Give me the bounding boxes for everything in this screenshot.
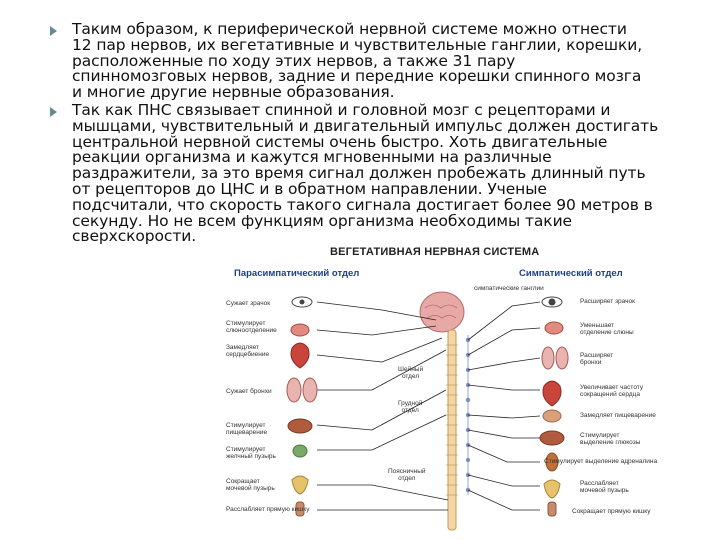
sympathetic-nerves xyxy=(468,302,540,510)
right-organ-label: Замедляет пищеварение xyxy=(580,412,656,419)
lung-icon xyxy=(287,378,301,402)
bullet-line: спинномозговых нервов, задние и передние корешки спинного мозга xyxy=(72,67,642,86)
triangle-bullet-icon xyxy=(50,26,57,36)
rectum-icon xyxy=(548,502,556,516)
diagram-title: ВЕГЕТАТИВНАЯ НЕРВНАЯ СИСТЕМА xyxy=(330,246,540,258)
bullet-line: и многие другие нервные образования. xyxy=(72,83,395,102)
triangle-bullet-icon xyxy=(50,107,57,117)
bullet-line: от рецепторов до ЦНС и в обратном направлении. Ученые xyxy=(72,179,547,198)
bullet-line: 12 пар нервов, их вегетативные и чувствительные ганглии, корешки, xyxy=(72,35,643,54)
left-organ-label: Сокращает мочевой пузырь xyxy=(226,478,275,492)
right-organ-label: Увеличивает частоту сокращений сердца xyxy=(580,384,644,398)
bullet-line: подсчитали, что скорость такого сигнала достигает более 90 метров в xyxy=(72,195,653,214)
right-organ-label: Стимулирует выделение адреналина xyxy=(544,458,658,465)
bullet-item xyxy=(50,22,690,101)
right-organ-label: Стимулирует выделение глюкозы xyxy=(580,432,641,446)
bullet-line: раздражители, за это время сигнал должен пробежать длинный путь xyxy=(72,164,646,183)
right-organ-label: Расширяет бронхи xyxy=(580,352,614,366)
lung-icon xyxy=(542,347,554,369)
bullet-line: Таким образом, к периферической нервной системе можно отнести xyxy=(72,20,627,38)
right-organ-label: Уменьшает отделение слюны xyxy=(580,322,634,336)
gallbladder-icon xyxy=(293,445,307,457)
spinal-cord-icon xyxy=(448,330,456,530)
autonomic-nervous-system-diagram xyxy=(222,240,682,540)
liver-icon xyxy=(288,419,312,433)
sympathetic-heading: Симпатический отдел xyxy=(519,268,623,279)
bullet-line: центральной нервной системы очень быстро. Хоть двигательные xyxy=(72,132,608,151)
salivary-gland-icon xyxy=(291,324,309,336)
thoracic-label: Грудной отдел xyxy=(398,400,423,414)
parasympathetic-heading: Парасимпатический отдел xyxy=(234,268,360,279)
right-organs xyxy=(540,297,568,516)
left-organs xyxy=(287,297,317,516)
left-organ-label: Сужает зрачок xyxy=(226,300,271,307)
bullet-line: секунду. Но не всем функциям организма необходимы такие xyxy=(72,211,572,230)
ganglia-label: симпатические ганглии xyxy=(474,285,544,292)
bullet-line: расположенные по ходу этих нервов, а также 31 пару xyxy=(72,51,516,70)
bullet-line: реакции организма и кажутся мгновенными на различные xyxy=(72,148,552,167)
left-organ-label: Стимулирует желчный пузырь xyxy=(226,446,276,460)
bullet-item xyxy=(50,100,690,246)
slide-text xyxy=(50,22,690,245)
left-organ-label: Сужает бронхи xyxy=(226,388,272,395)
right-organ-label: Сокращает прямую кишку xyxy=(572,508,651,515)
liver-icon xyxy=(540,431,564,445)
brain-icon xyxy=(420,292,464,332)
right-organ-label: Расслабляет мочевой пузырь xyxy=(580,480,629,494)
bullet-line: Так как ПНС связывает спинной и головной мозг с рецепторами и xyxy=(72,100,611,119)
heart-icon xyxy=(291,343,309,368)
left-organ-label: Замедляет сердцебиение xyxy=(226,344,270,358)
salivary-gland-icon xyxy=(545,322,563,334)
bullet-line: сверхскорости. xyxy=(72,227,197,246)
left-organ-label: Стимулирует пищеварение xyxy=(226,422,268,436)
parasympathetic-nerves xyxy=(317,302,448,510)
heart-icon xyxy=(543,381,561,406)
lumbar-label: Поясничный отдел xyxy=(388,468,426,482)
left-organ-label: Расслабляет прямую кишку xyxy=(226,506,310,513)
bladder-icon xyxy=(544,480,560,498)
left-organ-label: Стимулирует слюноотделение xyxy=(226,320,277,334)
right-organ-label: Расширяет зрачок xyxy=(580,298,635,305)
bullet-line: мышцами, чувствительный и двигательный импульс должен достигать xyxy=(72,116,659,135)
cervical-label: Шейный отдел xyxy=(398,366,424,380)
bladder-icon xyxy=(292,476,308,494)
stomach-icon xyxy=(543,410,561,422)
